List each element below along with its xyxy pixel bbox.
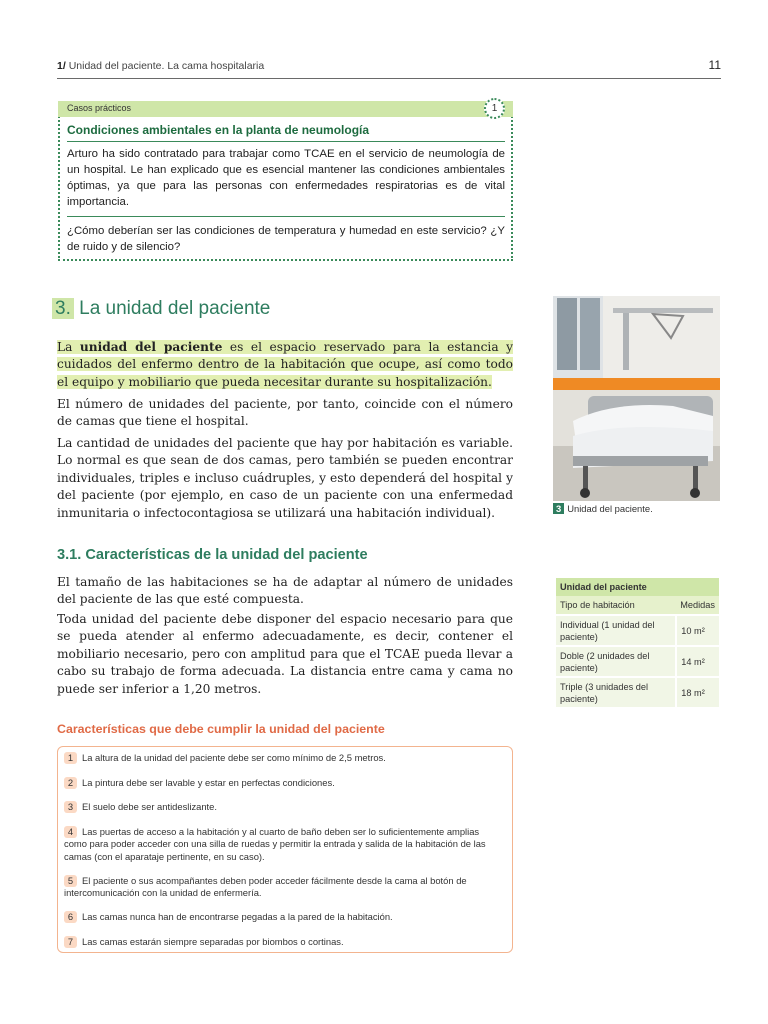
list-item — [64, 875, 502, 900]
table-cell-size: 18 m² — [676, 677, 719, 707]
paragraph-space: Toda unidad del paciente debe disponer del espacio necesario para que se pueda atender al enfermo adecuadamente, es decir, contener el mobiliario necesario, pero con amplitud para que el TCAE pueda llevar a cabo su trabajo de forma adecuada. La distancia entre cama y cama no puede ser inferior a 1,20 metros. — [57, 612, 513, 696]
page-number: 11 — [708, 58, 721, 72]
running-header — [57, 58, 721, 79]
table-cell-type: Individual (1 unidad del paciente) — [556, 615, 676, 646]
item-number: 5 — [64, 875, 77, 887]
item-text: El suelo debe ser antideslizante. — [82, 801, 217, 812]
chapter-title: Unidad del paciente. La cama hospitalaria — [68, 60, 265, 72]
table-cell-type: Triple (3 unidades del paciente) — [556, 677, 676, 707]
case-study-divider — [67, 216, 505, 217]
list-item — [64, 936, 502, 948]
definition-term: unidad del paciente — [79, 340, 223, 354]
list-item — [64, 752, 502, 764]
item-text: El paciente o sus acompañantes deben poder acceder fácilmente desde la cama al botón de intercomunicación con la unidad de enfermería. — [64, 875, 467, 899]
table-row — [556, 677, 719, 707]
case-study-box — [58, 101, 513, 261]
item-text: Las camas nunca han de encontrarse pegadas a la pared de la habitación. — [82, 911, 393, 922]
section-number: 3. — [52, 298, 74, 319]
list-item — [64, 801, 502, 813]
case-study-body: Arturo ha sido contratado para trabajar como TCAE en el servicio de neumología de un hospital. Le han explicado que es esencial mantener las condiciones ambientales óptimas, ya que para las personas con enfermedades respiratorias es de vital importancia. — [67, 148, 505, 208]
table-title: Unidad del paciente — [556, 578, 719, 596]
chapter-number: 1/ — [57, 60, 66, 72]
requirements-box — [57, 746, 513, 953]
item-number: 4 — [64, 826, 77, 838]
definition-paragraph — [57, 339, 513, 391]
case-study-title: Condiciones ambientales en la planta de neumología — [67, 123, 505, 142]
section-title: La unidad del paciente — [79, 298, 271, 319]
list-item — [64, 777, 502, 789]
table-row — [556, 615, 719, 646]
case-study-label: Casos prácticos — [67, 103, 132, 113]
subsection-heading: 3.1. Características de la unidad del paciente — [57, 547, 368, 563]
item-text: La pintura debe ser lavable y estar en perfectas condiciones. — [82, 777, 335, 788]
figure-number: 3 — [553, 503, 564, 514]
table-row — [556, 646, 719, 677]
figure-caption — [553, 503, 653, 514]
list-item — [64, 911, 502, 923]
table-header-type: Tipo de habitación — [556, 596, 676, 615]
item-text: Las camas estarán siempre separadas por biombos o cortinas. — [82, 936, 344, 947]
item-text: Las puertas de acceso a la habitación y al cuarto de baño deben ser lo suficientemente amplias como para poder acceder con una silla de ruedas y permitir la entrada y salida de la habitación de las camas (con el aparataje pertinente, en su caso). — [64, 826, 486, 862]
requirements-heading: Características que debe cumplir la unidad del paciente — [57, 722, 385, 736]
table-header-size: Medidas — [676, 596, 719, 615]
definition-text: es el espacio reservado para la estancia y cuidados del enfermo dentro de la habitación que ocupe, así como todo el equipo y mobiliario que pueda necesitar durante su hospitalización. — [57, 340, 514, 389]
item-number: 3 — [64, 801, 77, 813]
item-number: 6 — [64, 911, 77, 923]
paragraph-room-size: El tamaño de las habitaciones se ha de adaptar al número de unidades del paciente de las que esté compuesta. — [57, 575, 513, 607]
running-title — [57, 60, 264, 72]
figure-caption-text: Unidad del paciente. — [567, 503, 653, 514]
case-study-question: ¿Cómo deberían ser las condiciones de temperatura y humedad en este servicio? ¿Y de ruido y de silencio? — [67, 225, 505, 253]
item-text: La altura de la unidad del paciente debe ser como mínimo de 2,5 metros. — [82, 752, 386, 763]
hospital-room-photo — [553, 296, 720, 501]
item-number: 1 — [64, 752, 77, 764]
case-study-label-bar — [58, 101, 513, 117]
case-study-number: 1 — [484, 98, 505, 119]
table-cell-type: Doble (2 unidades del paciente) — [556, 646, 676, 677]
item-number: 2 — [64, 777, 77, 789]
table-cell-size: 14 m² — [676, 646, 719, 677]
list-item — [64, 826, 502, 863]
table-cell-size: 10 m² — [676, 615, 719, 646]
paragraph-units-count: El número de unidades del paciente, por tanto, coincide con el número de camas que tiene el hospital. — [57, 397, 513, 429]
paragraph-units-per-room: La cantidad de unidades del paciente que hay por habitación es variable. Lo normal es que sean de dos camas, pero también se pueden encontrar individuales, triples e incluso cuádruples, y esto dependerá del hospital y del paciente (por ejemplo, en caso de un paciente con una enfermedad inmunitaria o infectocontagiosa se utilizará una habitación individual). — [57, 436, 513, 520]
section-heading — [52, 298, 270, 320]
room-size-table — [556, 578, 719, 707]
definition-prefix: La — [57, 340, 80, 354]
item-number: 7 — [64, 936, 77, 948]
